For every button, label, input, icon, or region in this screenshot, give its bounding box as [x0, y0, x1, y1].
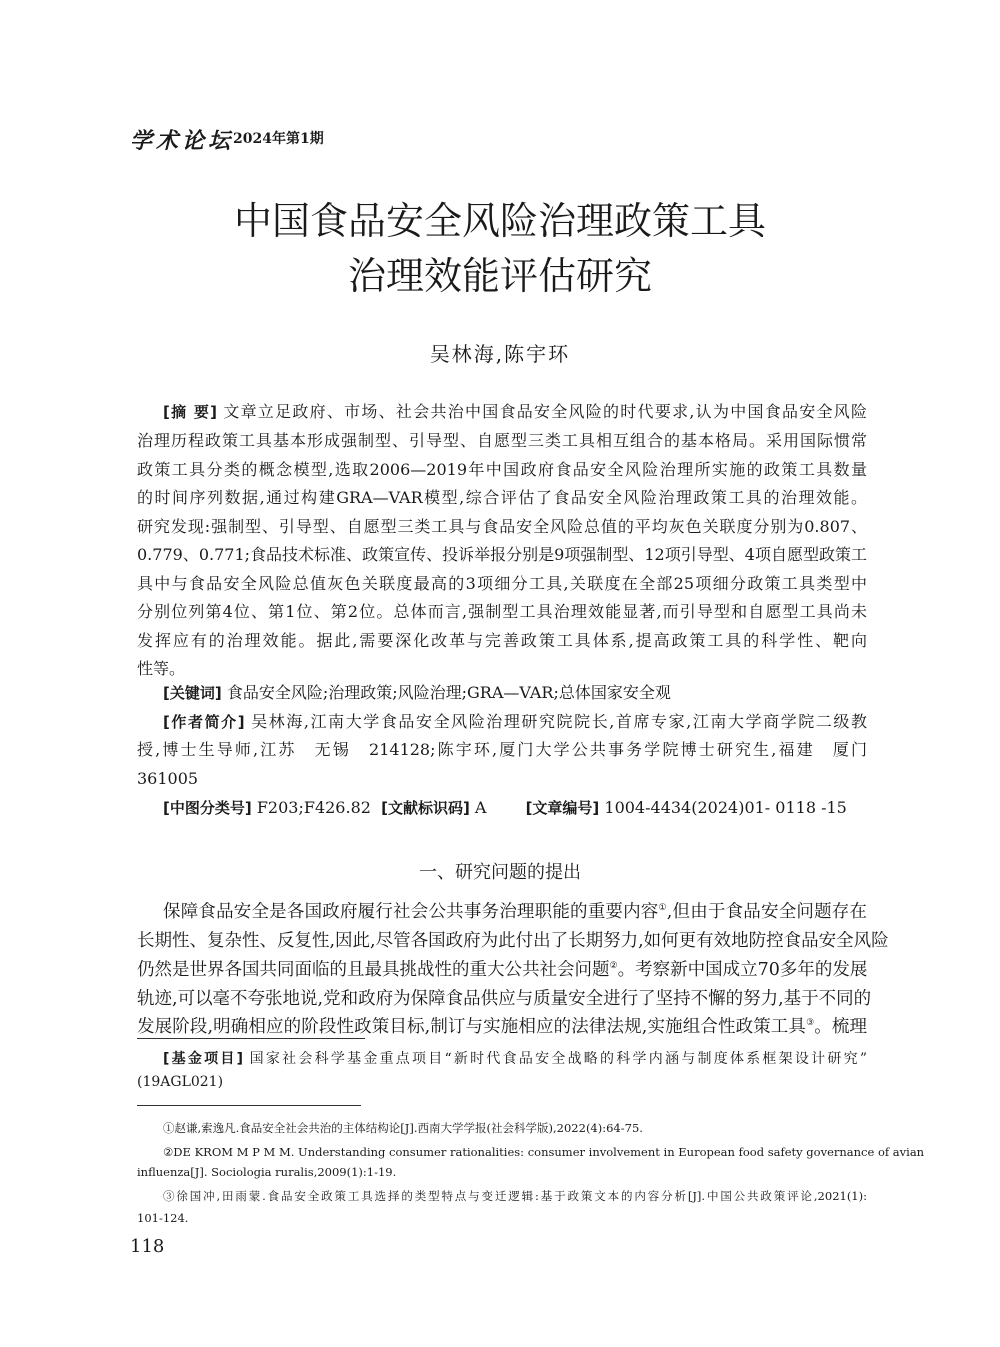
footnote-2: ②DE KROM M P M M. Understanding consumer rationalities: consumer involvement in European food safety governance of avian — [163, 1145, 925, 1159]
fund-text: 国家社会科学基金重点项目“新时代食品安全战略的科学内涵与制度体系框架设计研究” — [249, 1051, 867, 1067]
clc-label: [中图分类号] — [163, 799, 252, 817]
author-intro-text: 吴林海,江南大学食品安全风险治理研究院院长,首席专家,江南大学商学院二级教 — [251, 712, 867, 731]
title-line-2: 治理效能评估研究 — [347, 254, 652, 298]
footnote-2-cont: influenza[J]. Sociologia ruralis,2009(1):1-19. — [137, 1165, 397, 1179]
doc-code-label: [文献标识码] — [381, 799, 470, 817]
abstract-label: [摘 要] — [163, 403, 217, 421]
footnote-3: ③徐国冲,田雨蒙.食品安全政策工具选择的类型特点与变迁逻辑:基于政策文本的内容分析[J].中国公共政策评论,2021(1): — [163, 1189, 867, 1203]
abstract-line — [163, 402, 867, 422]
article-no-value: 1004-4434(2024)01- 0118 -15 — [604, 798, 847, 817]
abstract-line: 政策工具分类的概念模型,选取2006—2019年中国政府食品安全风险治理所实施的政策工具数量 — [137, 460, 867, 479]
abstract-line: 0.779、0.771;食品技术标准、政策宣传、投诉举报分别是9项强制型、12项引导型、4项自愿型政策工 — [137, 545, 867, 564]
abstract-line: 性等。 — [137, 659, 186, 678]
body-text-run: ,但由于食品安全问题存在 — [666, 901, 867, 922]
body-line — [137, 926, 889, 952]
footnote-ref[interactable]: ② — [609, 961, 618, 971]
footnote-1: ①赵谦,索逸凡.食品安全社会共治的主体结构论[J].西南大学学报(社会科学版),2022(4):64-75. — [163, 1121, 643, 1135]
journal-logo: 学术论坛 — [130, 128, 235, 154]
footnote-ref[interactable]: ① — [658, 903, 667, 913]
keywords-label: [关键词] — [163, 684, 222, 702]
body-text-run: 长期性、复杂性、反复性,因此,尽管各国政府为此付出了长期努力,如何更有效地防控食品安全风险 — [137, 930, 889, 951]
abstract-line: 发挥应有的治理效能。据此,需要深化改革与完善政策工具体系,提高政策工具的科学性、靶向 — [137, 631, 867, 650]
body-text-run: 轨迹,可以毫不夸张地说,党和政府为保障食品供应与质量安全进行了坚持不懈的努力,基于不同的 — [137, 988, 872, 1009]
abstract-line: 治理历程政策工具基本形成强制型、引导型、自愿型三类工具相互组合的基本格局。采用国际惯常 — [137, 431, 867, 450]
article-no-label: [文章编号] — [525, 799, 600, 817]
keywords — [163, 683, 867, 703]
abstract-line: 分别位列第4位、第1位、第2位。总体而言,强制型工具治理效能显著,而引导型和自愿型工具尚未 — [137, 602, 867, 621]
footnote-divider — [137, 1105, 361, 1106]
footnote-3-cont: 101-124. — [137, 1211, 189, 1225]
classification — [163, 798, 847, 818]
body-text-run: 仍然是世界各国共同面临的且最具挑战性的重大公共社会问题 — [137, 959, 610, 980]
issue-label: 2024年第1期 — [233, 131, 324, 147]
abstract-line: 具中与食品安全风险总值灰色关联度最高的3项细分工具,关联度在全部25项细分政策工具类型中 — [137, 574, 867, 593]
section-heading: 一、研究问题的提出 — [419, 862, 581, 883]
author-intro-label: [作者简介] — [163, 713, 245, 731]
page-number: 118 — [130, 1236, 165, 1257]
keywords-text: 食品安全风险;治理政策;风险治理;GRA—VAR;总体国家安全观 — [226, 683, 671, 702]
divider — [137, 1038, 365, 1039]
doc-code-value: A — [474, 798, 487, 817]
body-text-run: 保障食品安全是各国政府履行社会公共事务治理职能的重要内容 — [163, 901, 659, 922]
title-line-1: 中国食品安全风险治理政策工具 — [233, 199, 766, 243]
body-line — [137, 955, 867, 981]
footnote-ref[interactable]: ③ — [806, 1018, 815, 1028]
abstract-line: 研究发现:强制型、引导型、自愿型三类工具与食品安全风险总值的平均灰色关联度分别为0.807、 — [137, 517, 867, 536]
author-intro-line: 授,博士生导师,江苏 无锡 214128;陈宇环,厦门大学公共事务学院博士研究生,福建 厦门 — [137, 740, 867, 759]
author-intro-line: 361005 — [137, 769, 199, 788]
body-line — [137, 1012, 867, 1038]
body-text-run: 。梳理 — [814, 1016, 868, 1037]
fund-label: [基金项目] — [163, 1051, 243, 1067]
body-text-run: 发展阶段,明确相应的阶段性政策目标,制订与实施相应的法律法规,实施组合性政策工具 — [137, 1016, 807, 1037]
authors: 吴林海,陈宇环 — [429, 342, 571, 366]
abstract-text: 文章立足政府、市场、社会共治中国食品安全风险的时代要求,认为中国食品安全风险 — [223, 402, 868, 421]
body-line — [163, 897, 867, 923]
fund-line — [163, 1048, 867, 1068]
fund-code: (19AGL021) — [137, 1074, 224, 1090]
body-line — [137, 984, 872, 1010]
body-text-run: 。考察新中国成立70多年的发展 — [617, 959, 868, 980]
clc-value: F203;F426.82 — [256, 798, 371, 817]
author-intro-line — [163, 712, 867, 732]
abstract-line: 的时间序列数据,通过构建GRA—VAR模型,综合评估了食品安全风险治理政策工具的治理效能。 — [137, 488, 867, 507]
